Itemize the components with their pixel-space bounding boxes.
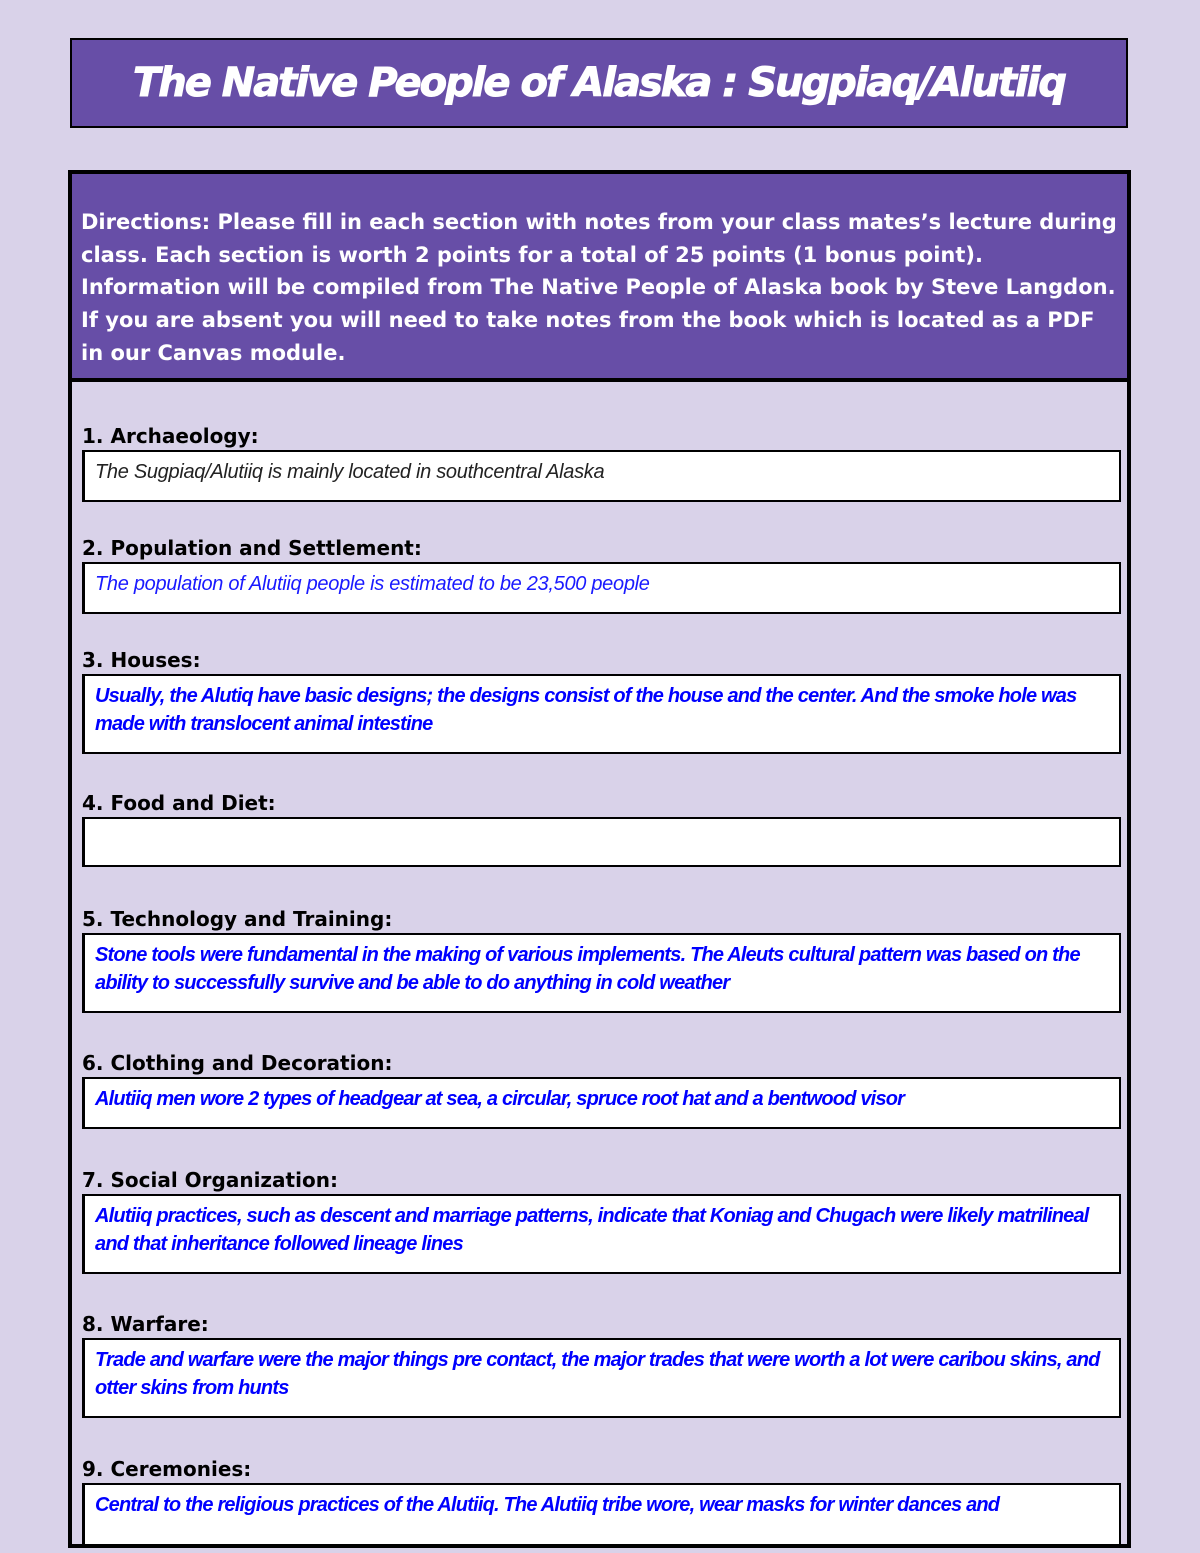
section-houses xyxy=(82,648,1121,754)
page-title: The Native People of Alaska : Sugpiaq/Alutiiq xyxy=(132,60,1066,106)
section-warfare xyxy=(82,1312,1121,1418)
answer-text: The population of Alutiiq people is estimated to be 23,500 people xyxy=(95,573,650,595)
section-population xyxy=(82,536,1121,614)
section-archaeology xyxy=(82,424,1121,502)
section-label: 5. Technology and Training: xyxy=(82,907,393,931)
answer-text: Trade and warfare were the major things pre contact, the major trades that were worth a lot were caribou skins, and otter skins from hunts xyxy=(95,1349,1100,1399)
section-label: 6. Clothing and Decoration: xyxy=(82,1051,393,1075)
answer-field-ceremonies[interactable] xyxy=(82,1483,1121,1548)
section-label: 9. Ceremonies: xyxy=(82,1457,252,1481)
answer-field-technology[interactable] xyxy=(82,933,1121,1013)
section-label: 7. Social Organization: xyxy=(82,1168,338,1192)
section-clothing xyxy=(82,1051,1121,1129)
answer-field-clothing[interactable] xyxy=(82,1077,1121,1129)
title-banner xyxy=(70,38,1128,128)
answer-text: Alutiiq practices, such as descent and marriage patterns, indicate that Koniag and Chugach were likely matrilineal and that inheritance followed lineage lines xyxy=(95,1205,1089,1255)
section-label: 8. Warfare: xyxy=(82,1312,209,1336)
section-label: 2. Population and Settlement: xyxy=(82,536,422,560)
section-food xyxy=(82,791,1121,867)
answer-text: Usually, the Alutiq have basic designs; the designs consist of the house and the center. And the smoke hole was made with translocent animal intestine xyxy=(95,685,1077,735)
section-label: 4. Food and Diet: xyxy=(82,791,276,815)
answer-text: Stone tools were fundamental in the making of various implements. The Aleuts cultural pattern was based on the ability to successfully survive and be able to do anything in cold weather xyxy=(95,944,1080,994)
answer-text: The Sugpiaq/Alutiiq is mainly located in southcentral Alaska xyxy=(95,461,605,483)
directions-panel xyxy=(72,174,1127,382)
section-label: 3. Houses: xyxy=(82,648,201,672)
directions-text: Directions: Please fill in each section with notes from your class mates’s lecture during class. Each section is worth 2 points for a total of 25 points (1 bonus point). Information will be compiled from The Native People of Alaska book by Steve Langdon. If you are absent you will need to take notes from the book which is located as a PDF in our Canvas module. xyxy=(81,210,1117,365)
answer-field-archaeology[interactable] xyxy=(82,450,1121,502)
answer-field-houses[interactable] xyxy=(82,674,1121,754)
worksheet xyxy=(68,170,1131,1548)
section-technology xyxy=(82,907,1121,1013)
answer-field-social[interactable] xyxy=(82,1194,1121,1274)
section-social xyxy=(82,1168,1121,1274)
answer-text: Central to the religious practices of the Alutiiq. The Alutiiq tribe wore, wear masks for winter dances and xyxy=(95,1494,1000,1516)
answer-field-warfare[interactable] xyxy=(82,1338,1121,1418)
section-ceremonies xyxy=(82,1457,1121,1548)
answer-text: Alutiiq men wore 2 types of headgear at sea, a circular, spruce root hat and a bentwood visor xyxy=(95,1088,905,1110)
section-label: 1. Archaeology: xyxy=(82,424,259,448)
answer-field-population[interactable] xyxy=(82,562,1121,614)
answer-field-food[interactable] xyxy=(82,817,1121,867)
